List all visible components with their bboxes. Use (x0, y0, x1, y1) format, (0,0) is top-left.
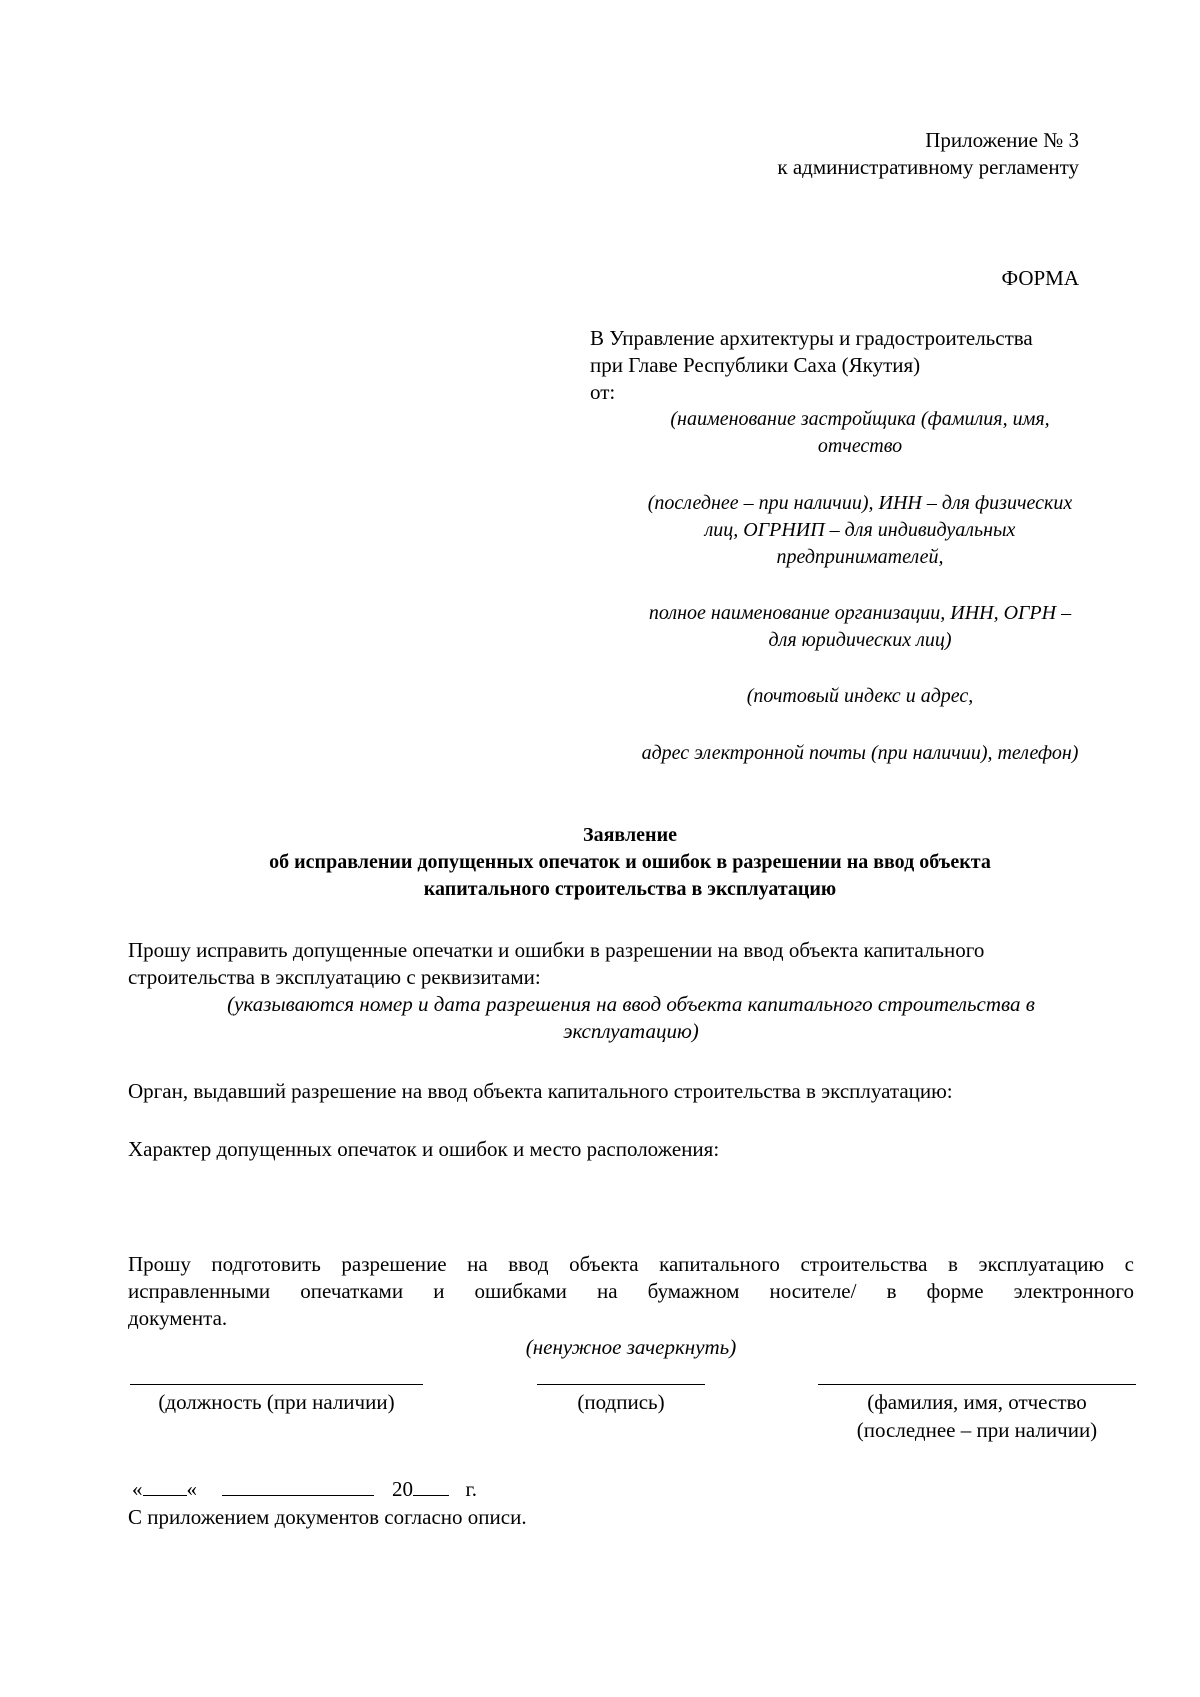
signature-line (537, 1384, 705, 1385)
paragraph-line: строительства в эксплуатацию с реквизитами: (128, 965, 541, 989)
form-label: ФОРМА (1001, 266, 1079, 290)
hint-line: (последнее – при наличии), ИНН – для физических (647, 492, 1073, 514)
signature-caption: (подпись) (577, 1390, 665, 1414)
position-caption: (должность (при наличии) (158, 1390, 395, 1414)
year-blank (413, 1475, 449, 1496)
date-close-quote: « (186, 1477, 197, 1501)
position-signature-line (130, 1384, 423, 1385)
year-suffix: г. (465, 1477, 477, 1501)
hint-line: отчество (817, 435, 903, 457)
date-open-quote: « (132, 1477, 143, 1501)
applicant-hint-individual (590, 490, 1130, 571)
day-blank (143, 1475, 187, 1496)
month-blank (222, 1475, 374, 1496)
title-line: Заявление (583, 824, 677, 846)
permit-details-hint (128, 991, 1134, 1045)
annex-reference: к административному регламенту (777, 155, 1079, 179)
title-line: капитального строительства в эксплуатацию (423, 878, 837, 900)
hint-line: предпринимателей, (776, 546, 944, 568)
addressee-line: В Управление архитектуры и градостроительства (590, 326, 1033, 350)
hint-line: (указываются номер и дата разрешения на ввод объекта капитального строительства в (227, 992, 1035, 1016)
year-prefix: 20 (392, 1477, 413, 1501)
applicant-hint-address: (почтовый индекс и адрес, (746, 685, 974, 707)
document-title (120, 822, 1140, 903)
caption-line: (фамилия, имя, отчество (867, 1390, 1087, 1414)
applicant-hint-organization (590, 600, 1130, 654)
addressee-from-label: от: (590, 380, 616, 404)
annex-header (560, 127, 1079, 181)
full-name-caption (818, 1388, 1136, 1444)
applicant-hint-contacts: адрес электронной почты (при наличии), телефон) (641, 742, 1079, 764)
full-name-signature-line (818, 1384, 1136, 1385)
paragraph-line: документа. (128, 1306, 228, 1330)
hint-line: эксплуатацию) (563, 1019, 699, 1043)
date-field-row (132, 1475, 477, 1503)
title-line: об исправлении допущенных опечаток и ошибок в разрешении на ввод объекта (269, 851, 991, 873)
issuing-authority-label: Орган, выдавший разрешение на ввод объекта капитального строительства в эксплуатацию: (128, 1079, 953, 1103)
addressee-line: при Главе Республики Саха (Якутия) (590, 353, 921, 377)
applicant-hint-name (590, 406, 1130, 460)
addressee-block (590, 325, 1110, 406)
hint-line: полное наименование организации, ИНН, ОГРН – (648, 602, 1072, 624)
paragraph-line: Прошу исправить допущенные опечатки и ошибки в разрешении на ввод объекта капитального (128, 938, 985, 962)
preparation-request-paragraph (128, 1251, 1134, 1332)
strike-out-note: (ненужное зачеркнуть) (525, 1335, 737, 1359)
request-paragraph (128, 937, 1134, 991)
caption-line: (последнее – при наличии) (856, 1418, 1098, 1442)
attachment-note: С приложением документов согласно описи. (128, 1505, 527, 1529)
annex-number: Приложение № 3 (925, 128, 1079, 152)
errors-description-label: Характер допущенных опечаток и ошибок и место расположения: (128, 1137, 720, 1161)
hint-line: для юридических лиц) (768, 629, 952, 651)
hint-line: (наименование застройщика (фамилия, имя, (670, 408, 1050, 430)
paragraph-line: Прошу подготовить разрешение на ввод объекта капитального строительства в эксплуатацию с (128, 1252, 1134, 1276)
hint-line: лиц, ОГРНИП – для индивидуальных (704, 519, 1016, 541)
paragraph-line: исправленными опечатками и ошибками на бумажном носителе/ в форме электронного (128, 1279, 1134, 1303)
